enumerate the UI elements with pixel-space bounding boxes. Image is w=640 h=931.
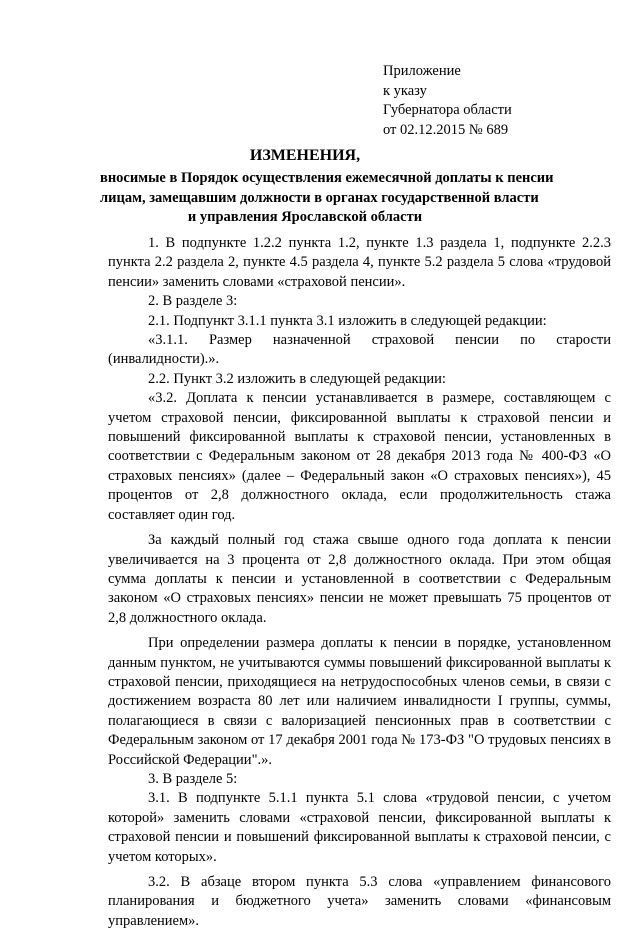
document-subtitle — [100, 169, 554, 228]
appendix-line: Приложение — [383, 63, 461, 79]
document-title: ИЗМЕНЕНИЯ, — [249, 147, 361, 164]
subtitle-line: вносимые в Порядок осуществления ежемесячной доплаты к пенсии — [100, 170, 554, 186]
paragraph-quote-3-2: «3.2. Доплата к пенсии устанавливается в размере, составляющем с учетом страховой пенсии, фиксированной выплаты к страховой пенсии и повышений фиксированной выплаты к страховой пенсии, установленных в соответствии с Федеральным законом от 28 декабря 2013 года № 400-ФЗ «О страховых пенсиях» (далее – Федеральный закон «О страховых пенсиях»), 45 процентов от 2,8 должностного оклада, если продолжительность стажа составляет один год. — [108, 390, 611, 523]
paragraph-section-5: 3. В разделе 5: — [148, 770, 238, 787]
appendix-date-number: от 02.12.2015 № 689 — [383, 121, 509, 138]
paragraph-item-2-2: 2.2. Пункт 3.2 изложить в следующей редакции: — [148, 370, 446, 387]
subtitle-line: и управления Ярославской области — [187, 209, 423, 225]
paragraph-item-1: 1. В подпункте 1.2.2 пункта 1.2, пункте 1.3 раздела 1, подпункте 2.2.3 пункта 2.2 раздела 2, пункте 4.5 раздела 4, пункте 5.2 раздела 5 слова «трудовой пенсии» заменить словами «страховой пенсии». — [108, 235, 611, 290]
paragraph-item-3-1: 3.1. В подпункте 5.1.1 пункта 5.1 слова «трудовой пенсии, с учетом которой» заменить словами «страховой пенсии, фиксированной выплаты к страховой пенсии и повышений фиксированной выплаты к страховой пенсии, с учетом которых». — [108, 790, 611, 865]
paragraph-section-3: 2. В разделе 3: — [148, 293, 238, 310]
document-body — [108, 234, 611, 931]
appendix-line: Губернатора области — [383, 102, 512, 118]
paragraph-quote-3-2-cont-1: За каждый полный год стажа свыше одного года доплата к пенсии увеличивается на 3 процента от 2,8 должностного оклада. При этом общая сумма доплаты к пенсии и установленной в соответствии с Федеральным законом «О страховых пенсиях» пенсии не может превышать 75 процентов от 2,8 должностного оклада. — [108, 532, 611, 626]
subtitle-line: лицам, замещавшим должности в органах государственной власти — [100, 189, 539, 206]
appendix-block — [383, 62, 512, 140]
paragraph-item-3-2: 3.2. В абзаце втором пункта 5.3 слова «управлением финансового планирования и бюджетного учета» заменить словами «финансовым управлением». — [108, 874, 611, 929]
appendix-line: к указу — [383, 82, 427, 99]
paragraph-item-2-1: 2.1. Подпункт 3.1.1 пункта 3.1 изложить в следующей редакции: — [148, 312, 547, 329]
heading-block — [100, 146, 554, 228]
paragraph-quote-3-2-cont-2: При определении размера доплаты к пенсии в порядке, установленном данным пунктом, не учитываются суммы повышений фиксированной выплаты к страховой пенсии, приходящиеся на нетрудоспособных членов семьи, в связи с достижением возраста 80 лет или наличием инвалидности I группы, суммы, полагающиеся в связи с валоризацией пенсионных прав в соответствии с Федеральным законом от 17 декабря 2001 года № 173-ФЗ "О трудовых пенсиях в Российской Федерации".». — [108, 635, 611, 768]
paragraph-quote-3-1-1: «3.1.1. Размер назначенной страховой пенсии по старости (инвалидности).». — [108, 332, 611, 368]
